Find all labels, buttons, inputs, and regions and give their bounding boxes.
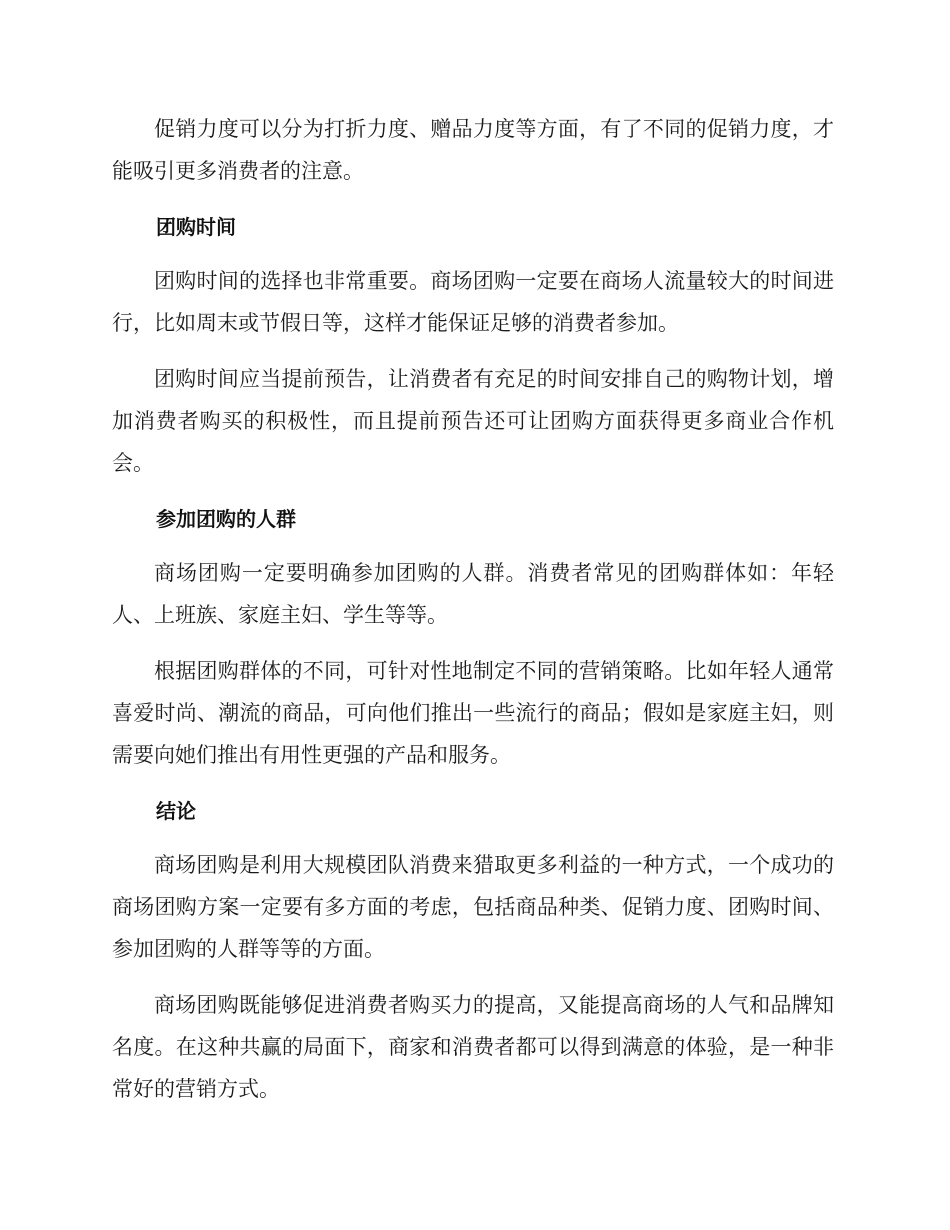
paragraph-conclusion-benefits: 商场团购既能够促进消费者购买力的提高，又能提高商场的人气和品牌知名度。在这种共赢的局面下，商家和消费者都可以得到满意的体验，是一种非常好的营销方式。 [112,993,834,1101]
heading-target-audience: 参加团购的人群 [156,507,296,531]
paragraph-time-selection: 团购时间的选择也非常重要。商场团购一定要在商场人流量较大的时间进行，比如周末或节假日等，这样才能保证足够的消费者参加。 [112,269,834,335]
paragraph-marketing-strategy: 根据团购群体的不同，可针对性地制定不同的营销策略。比如年轻人通常喜爱时尚、潮流的商品，可向他们推出一些流行的商品；假如是家庭主妇，则需要向她们推出有用性更强的产品和服务。 [112,659,834,767]
paragraph-promotion-intensity: 促销力度可以分为打折力度、赠品力度等方面，有了不同的促销力度，才能吸引更多消费者的注意。 [112,117,834,183]
document-body [112,108,834,1124]
paragraph-advance-notice: 团购时间应当提前预告，让消费者有充足的时间安排自己的购物计划，增加消费者购买的积极性，而且提前预告还可让团购方面获得更多商业合作机会。 [112,367,834,475]
heading-conclusion: 结论 [156,799,196,823]
heading-group-buying-time: 团购时间 [156,215,236,239]
paragraph-audience-groups: 商场团购一定要明确参加团购的人群。消费者常见的团购群体如：年轻人、上班族、家庭主妇、学生等等。 [112,561,834,627]
paragraph-conclusion-summary: 商场团购是利用大规模团队消费来猎取更多利益的一种方式，一个成功的商场团购方案一定要有多方面的考虑，包括商品种类、促销力度、团购时间、参加团购的人群等等的方面。 [112,853,834,961]
